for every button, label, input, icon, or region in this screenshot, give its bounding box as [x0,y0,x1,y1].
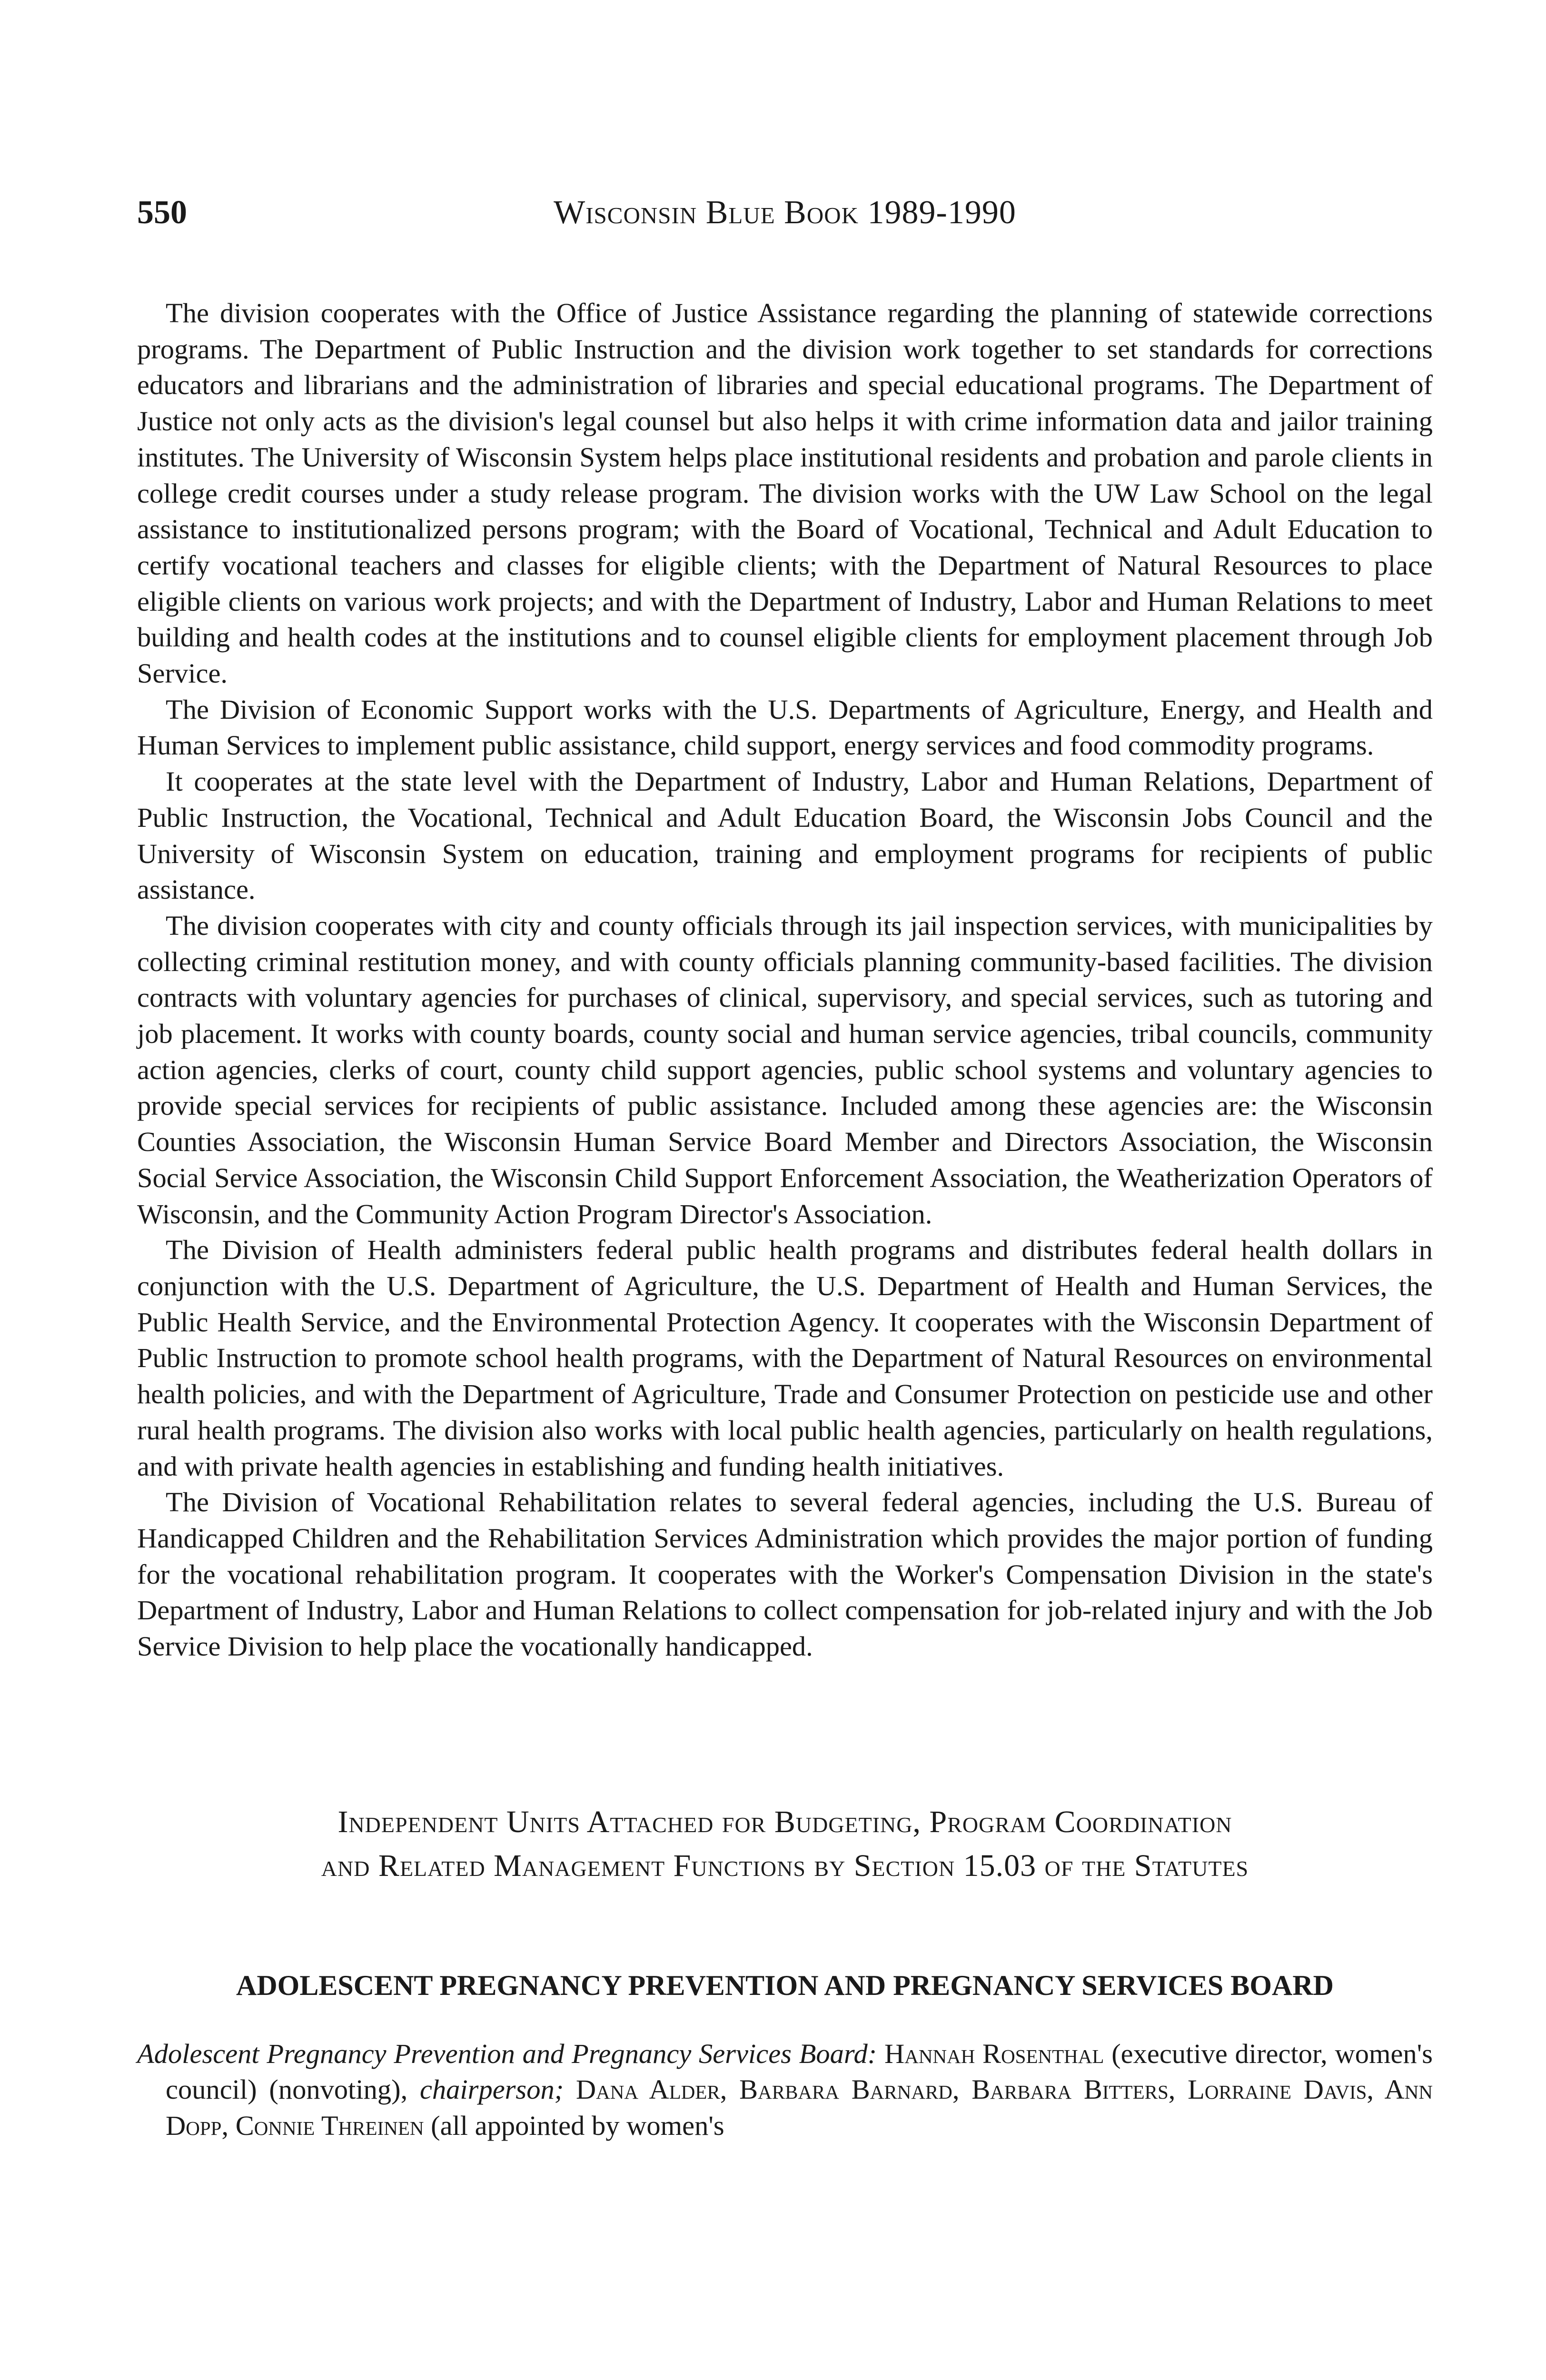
paragraph-state-level-cooperation: It cooperates at the state level with the Department of Industry, Labor and Human Relations, Department of Public Instruction, the Vocational, Technical and Adult Education Board, the Wisconsin Jobs Council and the University of Wisconsin System on education, training and employment programs for recipients of public assistance. [137,766,1433,905]
document-page [137,190,1433,2144]
board-entry-title: Adolescent Pregnancy Prevention and Pregnancy Services Board: [137,2038,877,2069]
running-head [137,190,1433,243]
board-entry [137,2036,1433,2144]
paragraph-local-cooperation: The division cooperates with city and county officials through its jail inspection services, with municipalities by collecting criminal restitution money, and with county officials planning community-based facilities. The division contracts with voluntary agencies for purchases of clinical, supervisory, and special services, such as tutoring and job placement. It works with county boards, county social and human service agencies, tribal councils, community action agencies, clerks of court, county child support agencies, public school systems and voluntary agencies to provide special services for recipients of public assistance. Included among these agencies are: the Wisconsin Counties Association, the Wisconsin Human Service Board Member and Directors Association, the Wisconsin Social Service Association, the Wisconsin Child Support Enforcement Association, the Weatherization Operators of Wisconsin, and the Community Action Program Director's Association. [137,910,1433,1230]
board-member-executive-director: Hannah Rosenthal [884,2038,1104,2069]
paragraph-economic-support: The Division of Economic Support works with the U.S. Departments of Agriculture, Energy, and Health and Human Services to implement public assistance, child support, energy services and food commodity programs. [137,694,1433,761]
board-members-note: (all appointed by women's [431,2110,724,2142]
board-member-note: (executive director, women's council) (nonvoting), [166,2038,1433,2105]
body-text [137,295,1433,1665]
paragraph-corrections-cooperation: The division cooperates with the Office of Justice Assistance regarding the planning of statewide corrections programs. The Department of Public Instruction and the division work together to set standards for corrections educators and librarians and the administration of libraries and special educational programs. The Department of Justice not only acts as the division's legal counsel but also helps it with crime information data and jailor training institutes. The University of Wisconsin System helps place institutional residents and probation and parole clients in college credit courses under a study release program. The division works with the UW Law School on the legal assistance to institutionalized persons program; with the Board of Vocational, Technical and Adult Education to certify vocational teachers and classes for eligible clients; with the Department of Natural Resources to place eligible clients on various work projects; and with the Department of Industry, Labor and Human Relations to meet building and health codes at the institutions and to counsel eligible clients for employment placement through Job Service. [137,298,1433,689]
board-heading: ADOLESCENT PREGNANCY PREVENTION AND PREGNANCY SERVICES BOARD [236,1969,1334,2001]
section-heading [137,1800,1433,1888]
section-heading-line-2: and Related Management Functions by Section 15.03 of the Statutes [321,1848,1249,1883]
page-number: 550 [137,194,187,231]
running-title: Wisconsin Blue Book 1989-1990 [554,194,1016,231]
board-chair-label: chairperson; [419,2074,564,2105]
paragraph-division-of-health: The Division of Health administers federal public health programs and distributes federal health dollars in conjunction with the U.S. Department of Agriculture, the U.S. Department of Health and Human Services, the Public Health Service, and the Environmental Protection Agency. It cooperates with the Wisconsin Department of Public Instruction to promote school health programs, with the Department of Natural Resources on environmental health policies, and with the Department of Agriculture, Trade and Consumer Protection on pesticide use and other rural health programs. The division also works with local public health agencies, particularly on health regulations, and with private health agencies in establishing and funding health initiatives. [137,1234,1433,1482]
board-members-list: Dana Alder, Barbara Barnard, Barbara Bitters, Lorraine Davis, Ann Dopp, Connie Threinen [166,2074,1433,2142]
section-heading-line-1: Independent Units Attached for Budgeting, Program Coordination [337,1804,1232,1839]
paragraph-vocational-rehabilitation: The Division of Vocational Rehabilitation relates to several federal agencies, including the U.S. Bureau of Handicapped Children and the Rehabilitation Services Administration which provides the major portion of funding for the vocational rehabilitation program. It cooperates with the Worker's Compensation Division in the state's Department of Industry, Labor and Human Relations to collect compensation for job-related injury and with the Job Service Division to help place the vocationally handicapped. [137,1487,1433,1662]
